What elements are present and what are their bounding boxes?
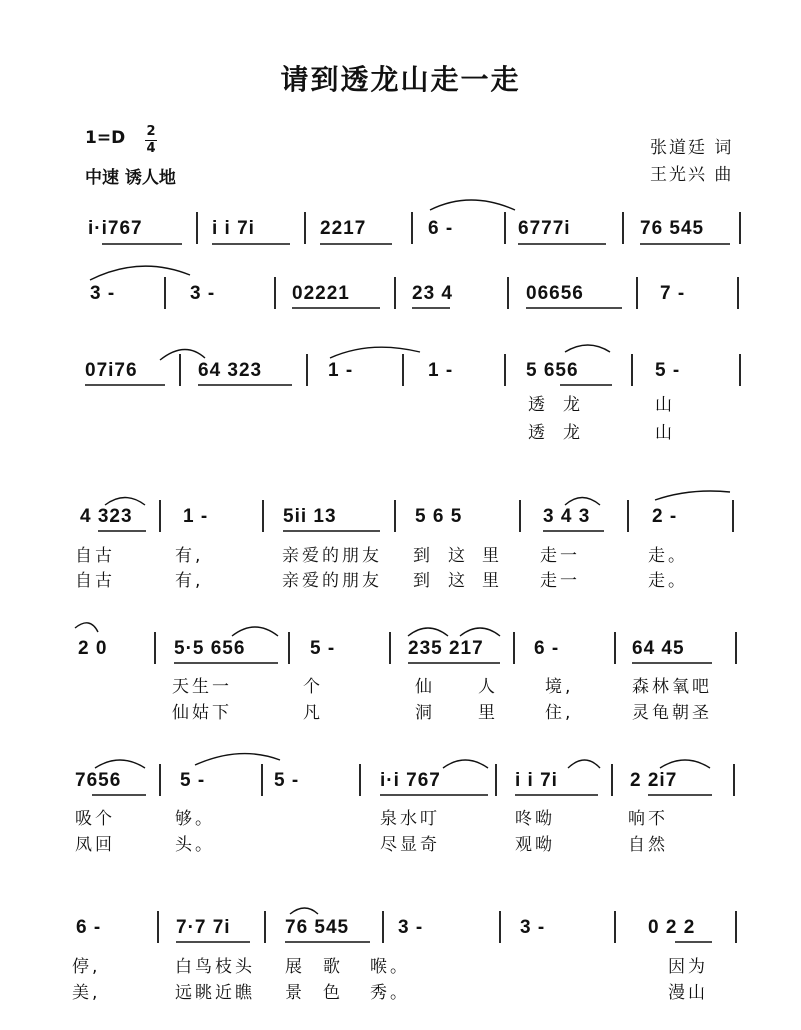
measure: 6 -	[428, 218, 454, 239]
measure: 64 323	[198, 360, 263, 381]
measure: 7 -	[660, 283, 686, 304]
slur	[330, 347, 420, 358]
measure: 1 -	[183, 506, 209, 527]
measure: 5 -	[180, 770, 206, 791]
lyric: 亲爱的朋友	[282, 546, 382, 566]
measure: 07i76	[85, 360, 138, 381]
tempo-marking: 中速 诱人地	[85, 168, 176, 188]
slur	[568, 760, 600, 768]
song-title: 请到透龙山走一走	[280, 63, 521, 96]
lyric: 自然	[628, 835, 668, 855]
lyric: 灵龟朝圣	[632, 703, 712, 723]
lyric: 亲爱的朋友	[282, 571, 382, 591]
lyric: 这	[448, 546, 468, 566]
measure: 7656	[75, 770, 122, 791]
slur	[443, 760, 488, 768]
measure: 4 323	[80, 506, 133, 527]
measure: i·i 767	[380, 770, 441, 791]
lyric: 美,	[72, 983, 101, 1003]
measure: 6 -	[76, 917, 102, 938]
lyric: 自古	[75, 571, 115, 591]
lyric: 到	[413, 546, 433, 566]
lyric: 远眺近瞧	[175, 983, 255, 1003]
measure: 5·5 656	[174, 638, 246, 659]
lyric: 走。	[648, 546, 688, 566]
measure: 64 45	[632, 638, 685, 659]
measure: 1 -	[328, 360, 354, 381]
key-signature: 1=D	[85, 128, 126, 148]
measure: i i 7i	[212, 218, 255, 239]
measure: 76 545	[640, 218, 705, 239]
time-signature-bottom: 4	[146, 141, 156, 156]
slur	[290, 908, 318, 914]
slur	[195, 754, 280, 765]
measure: 7·7 7i	[176, 917, 231, 938]
measure: 5 -	[310, 638, 336, 659]
lyric: 山	[655, 423, 675, 443]
measure: 235 217	[408, 638, 484, 659]
measure: i·i767	[88, 218, 143, 239]
measure: 5 6 5	[415, 506, 463, 527]
slur	[660, 760, 710, 768]
lyric: 停,	[72, 957, 101, 977]
time-signature-top: 2	[146, 124, 156, 139]
measure: 6 -	[534, 638, 560, 659]
slur	[105, 498, 145, 506]
slur	[95, 760, 145, 768]
lyric: 住,	[545, 703, 574, 723]
lyric: 有,	[175, 546, 204, 566]
slur	[232, 627, 278, 636]
slur	[90, 266, 190, 280]
slur	[565, 345, 610, 352]
lyric: 个	[303, 677, 323, 697]
lyric: 漫山	[668, 983, 708, 1003]
lyric: 因为	[668, 957, 708, 977]
lyric: 洞	[415, 703, 435, 723]
slur	[160, 349, 205, 360]
lyric: 尽显奇	[380, 835, 440, 855]
lyric: 色	[323, 983, 343, 1003]
measure: 2 2i7	[630, 770, 678, 791]
measure: 2217	[320, 218, 367, 239]
lyric: 透	[528, 395, 548, 415]
measure: 76 545	[285, 917, 350, 938]
lyric: 歌	[323, 957, 343, 977]
measure: 1 -	[428, 360, 454, 381]
slur	[460, 628, 500, 636]
lyric: 吸个	[75, 809, 115, 829]
lyric: 泉水叮	[380, 809, 440, 829]
lyric: 展	[285, 957, 305, 977]
lyric: 够。	[175, 809, 215, 829]
lyric: 观呦	[515, 835, 555, 855]
lyric: 自古	[75, 546, 115, 566]
lyric: 里	[482, 546, 502, 566]
lyric: 走一	[540, 546, 580, 566]
lyric: 人	[478, 677, 498, 697]
measure: 06656	[526, 283, 584, 304]
measure: 2 -	[652, 506, 678, 527]
lyric: 里	[478, 703, 498, 723]
lyric: 秀。	[370, 983, 410, 1003]
lyric: 白鸟枝头	[175, 957, 255, 977]
measure: 2 0	[78, 638, 108, 659]
measure: 3 4 3	[543, 506, 591, 527]
lyric: 里	[482, 571, 502, 591]
lyric: 到	[413, 571, 433, 591]
lyric: 天生一	[172, 677, 232, 697]
lyric: 龙	[563, 395, 583, 415]
lyric: 仙	[415, 677, 435, 697]
measure: 5 656	[526, 360, 579, 381]
measure: 3 -	[520, 917, 546, 938]
lyric: 凡	[303, 703, 323, 723]
measure: i i 7i	[515, 770, 558, 791]
lyric: 透	[528, 423, 548, 443]
measure: 3 -	[398, 917, 424, 938]
lyric: 头。	[175, 835, 215, 855]
slur	[430, 200, 515, 210]
measure: 3 -	[90, 283, 116, 304]
lyric: 咚呦	[515, 809, 555, 829]
lyric: 景	[285, 983, 305, 1003]
lyric: 这	[448, 571, 468, 591]
measure: 5 -	[274, 770, 300, 791]
slur	[655, 491, 730, 500]
composer-credit: 王光兴 曲	[650, 165, 734, 185]
measure: 5 -	[655, 360, 681, 381]
measure: 3 -	[190, 283, 216, 304]
slur	[565, 498, 600, 506]
lyric: 喉。	[370, 957, 410, 977]
lyric: 凤回	[75, 835, 115, 855]
lyric: 境,	[545, 677, 574, 697]
lyric: 山	[655, 395, 675, 415]
lyric: 响不	[628, 809, 668, 829]
lyric: 仙姑下	[172, 703, 232, 723]
lyric: 有,	[175, 571, 204, 591]
measure: 6777i	[518, 218, 571, 239]
lyric: 走一	[540, 571, 580, 591]
slur	[75, 623, 98, 632]
slur	[408, 628, 448, 636]
measure: 23 4	[412, 283, 453, 304]
measure: 0 2 2	[648, 917, 696, 938]
lyricist-credit: 张道廷 词	[650, 138, 734, 158]
lyric: 森林氧吧	[632, 677, 712, 697]
lyric: 走。	[648, 571, 688, 591]
lyric: 龙	[563, 423, 583, 443]
measure: 02221	[292, 283, 350, 304]
measure: 5ii 13	[283, 506, 337, 527]
